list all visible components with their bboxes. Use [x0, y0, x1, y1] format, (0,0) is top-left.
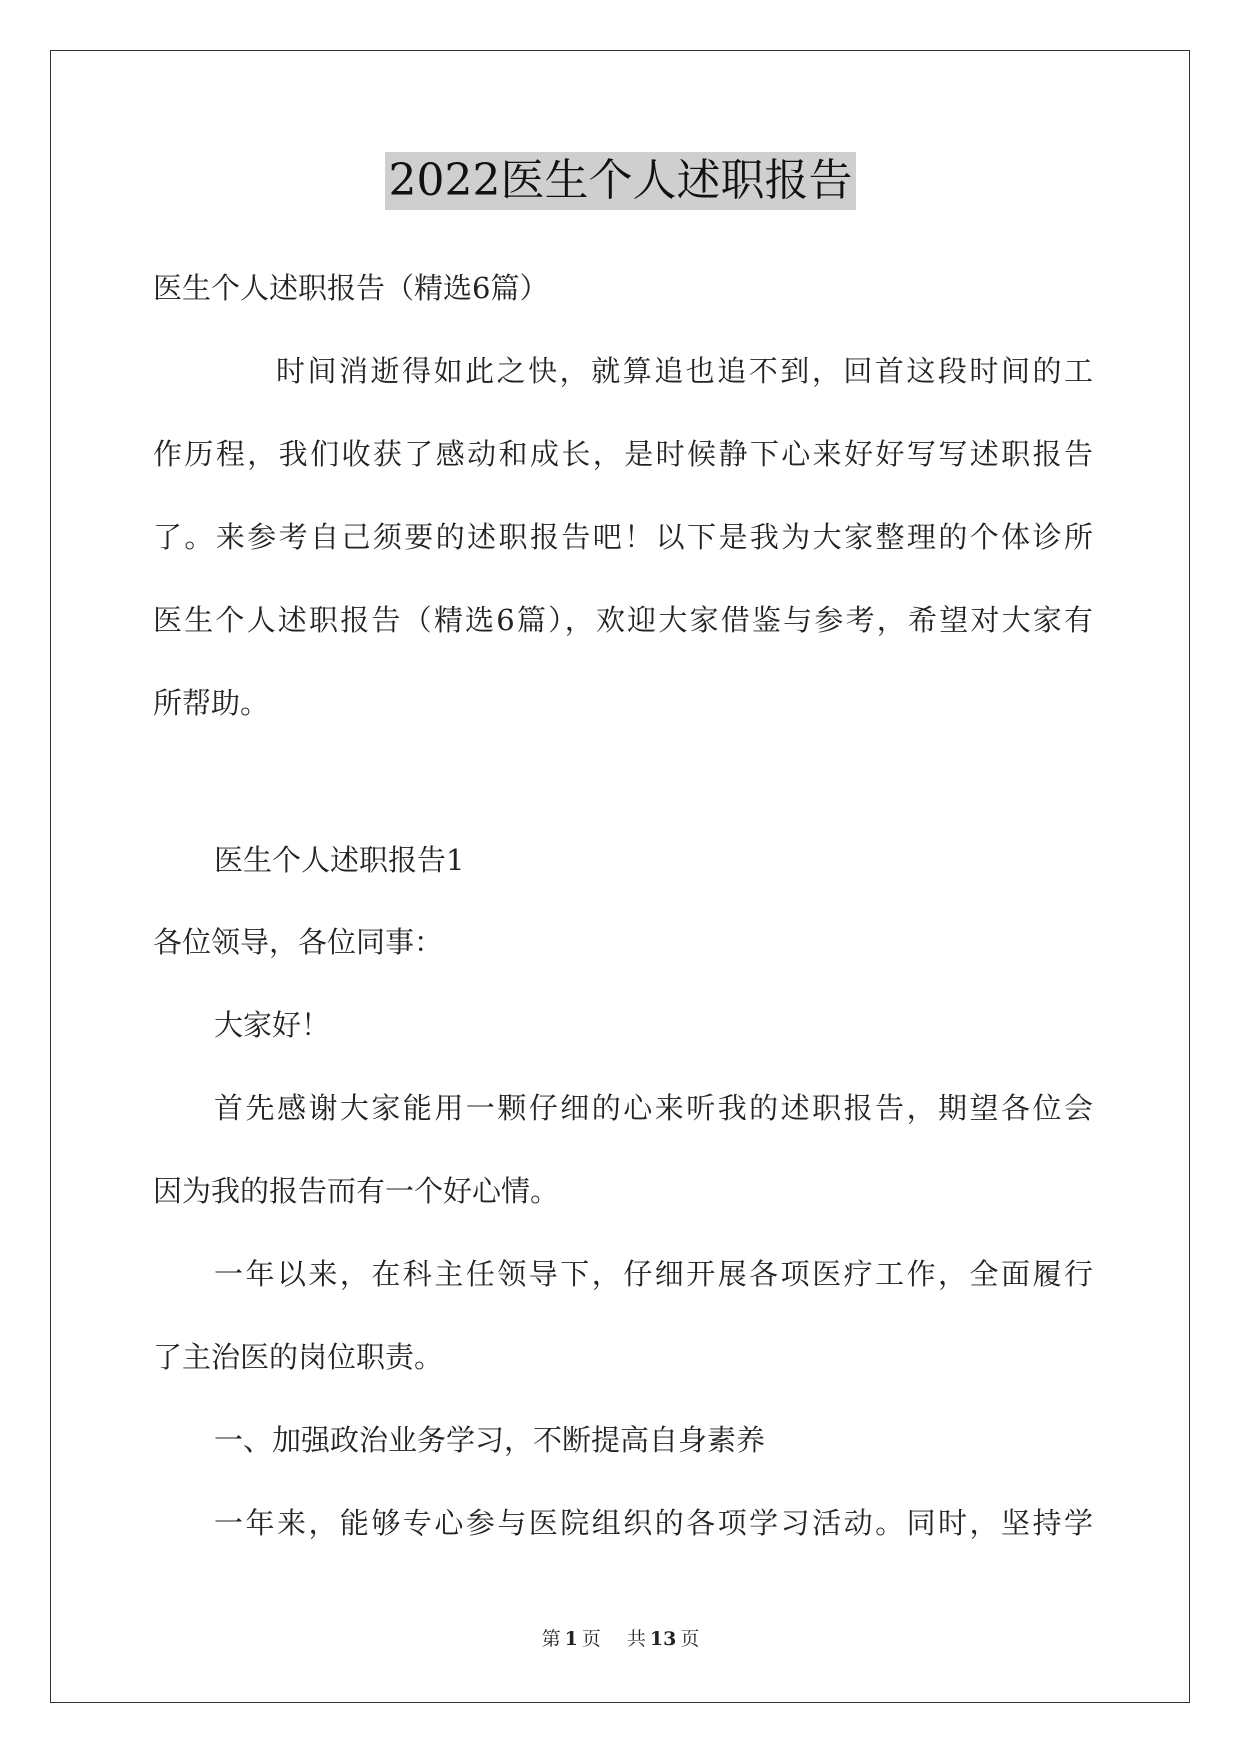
document-title: 2022医生个人述职报告 — [385, 152, 857, 210]
intro-line-3: 了。来参考自己须要的述职报告吧！以下是我为大家整理的个体诊所 — [153, 520, 1093, 554]
salutation: 各位领导，各位同事： — [153, 925, 444, 959]
intro-line-2: 作历程，我们收获了感动和成长，是时候静下心来好好写写述职报告 — [153, 437, 1093, 471]
total-suffix: 页 — [680, 1628, 700, 1650]
body-line-1: 首先感谢大家能用一颗仔细的心来听我的述职报告，期望各位会 — [214, 1091, 1093, 1125]
page-footer — [0, 1627, 1241, 1651]
intro-line-4: 医生个人述职报告（精选6篇），欢迎大家借鉴与参考，希望对大家有 — [153, 603, 1093, 637]
section-heading: 医生个人述职报告1 — [214, 843, 465, 877]
page-prefix: 第 — [541, 1628, 561, 1650]
body-line-4: 了主治医的岗位职责。 — [153, 1340, 444, 1374]
document-subtitle: 医生个人述职报告（精选6篇） — [153, 271, 549, 305]
body-line-3: 一年以来，在科主任领导下，仔细开展各项医疗工作，全面履行 — [214, 1257, 1093, 1291]
section-heading-one: 一、加强政治业务学习，不断提高自身素养 — [214, 1423, 766, 1457]
total-pages: 13 — [649, 1628, 677, 1650]
intro-line-5: 所帮助。 — [153, 686, 270, 720]
page-suffix: 页 — [581, 1628, 601, 1650]
total-prefix: 共 — [626, 1628, 646, 1650]
body-line-6: 一年来，能够专心参与医院组织的各项学习活动。同时，坚持学 — [214, 1506, 1093, 1540]
greeting: 大家好！ — [214, 1008, 331, 1042]
body-line-2: 因为我的报告而有一个好心情。 — [153, 1174, 560, 1208]
title-container — [0, 152, 1241, 210]
intro-line-1: 时间消逝得如此之快，就算追也追不到，回首这段时间的工 — [276, 354, 1093, 388]
page-number: 1 — [564, 1628, 578, 1650]
